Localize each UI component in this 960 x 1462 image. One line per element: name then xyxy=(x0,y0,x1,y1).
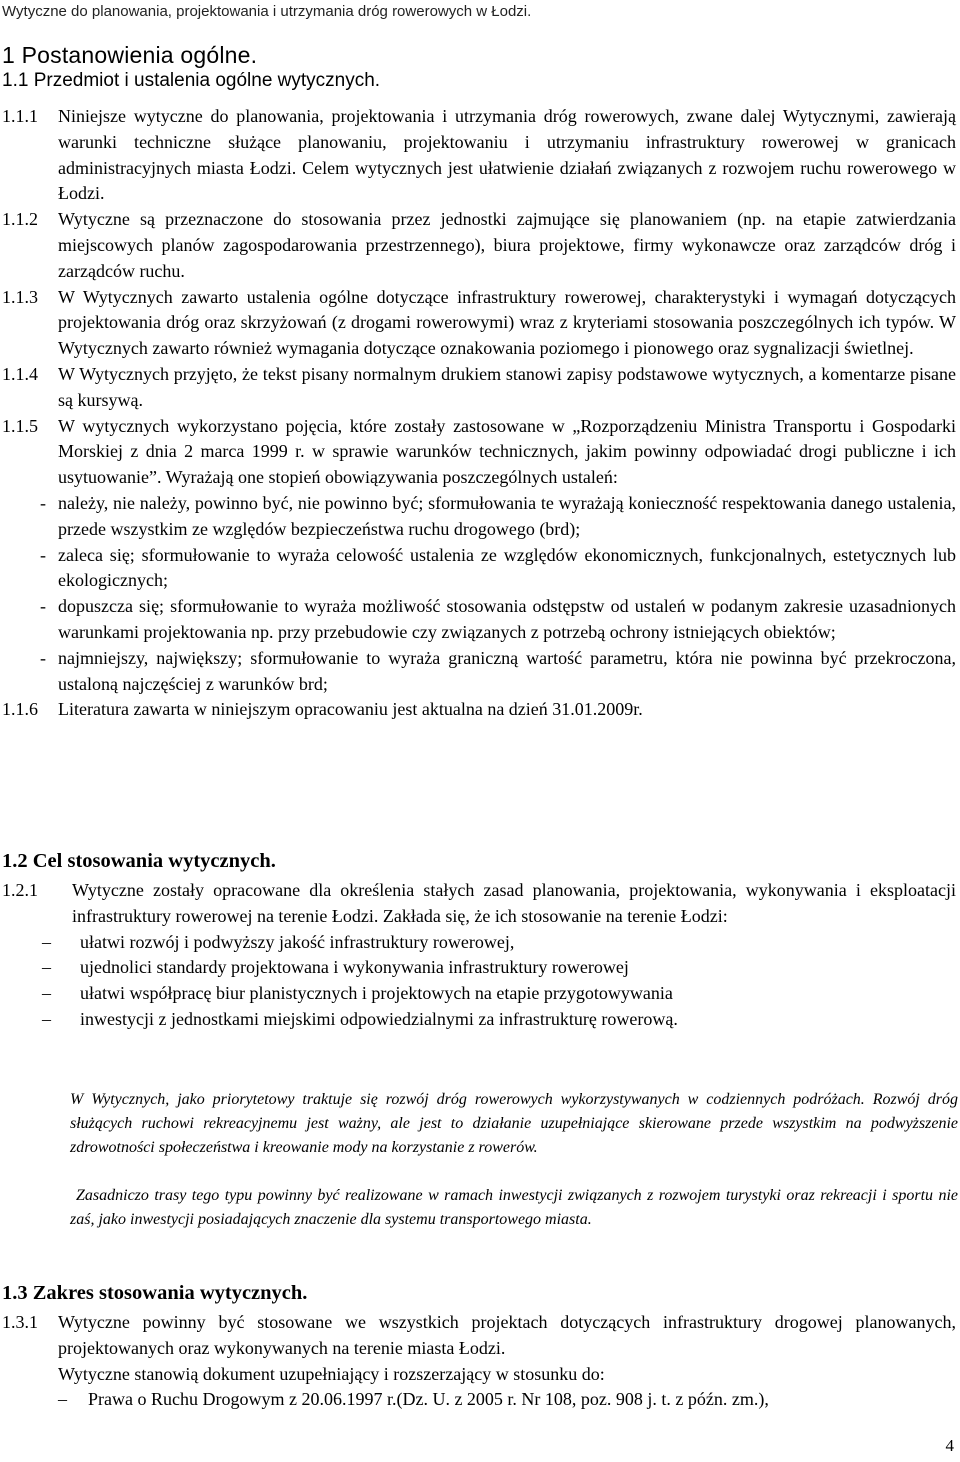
paragraph xyxy=(2,697,956,723)
section-1-3-body xyxy=(2,1310,956,1413)
list-item-text: ułatwi współpracę biur planistycznych i projektowych na etapie przygotowywania xyxy=(80,983,673,1004)
paragraph-text: Niniejsze wytyczne do planowania, projektowania i utrzymania dróg rowerowych, zwane dalej Wytycznymi, zawierają warunki techniczne służące planowaniu, projektowaniu i utrzymaniu infrastruktury rowerowej w granicach administracyjnych miasta Łodzi. Celem wytycznych jest ułatwienie działań związanych z rozwojem ruchu rowerowego w Łodzi. xyxy=(58,106,956,204)
comment-paragraph: W Wytycznych, jako priorytetowy traktuje się rozwój dróg rowerowych wykorzystywanych w codziennych podróżach. Rozwój dróg służących ruchowi rekreacyjnemu jest ważny, ale jest to działanie uzupełniające skierowane przede wszystkim na podwyższenie zdrowotności społeczeństwa i kreowanie mody na korzystanie z rowerów. xyxy=(70,1091,958,1156)
dash-marker: - xyxy=(40,596,46,617)
paragraph-number: 1.1.3 xyxy=(2,286,38,307)
dash-marker: – xyxy=(42,983,51,1004)
paragraph xyxy=(2,414,956,491)
dash-item xyxy=(2,594,956,646)
list-item xyxy=(2,981,956,1007)
section-title: 1 Postanowienia ogólne. xyxy=(2,42,258,68)
dash-marker: – xyxy=(42,957,51,978)
dash-item xyxy=(2,491,956,543)
paragraph-number: 1.1.1 xyxy=(2,106,38,126)
paragraph-number: 1.1.2 xyxy=(2,209,38,230)
paragraph-number: 1.1.6 xyxy=(2,699,38,720)
list-item-text: Prawa o Ruchu Drogowym z 20.06.1997 r.(Dz. U. z 2005 r. Nr 108, poz. 908 j. t. z późn. zm.), xyxy=(88,1389,769,1410)
list-item-text: inwestycji z jednostkami miejskimi odpowiedzialnymi za infrastrukturę rowerową. xyxy=(80,1008,678,1029)
list-item-text: ułatwi rozwój i podwyższy jakość infrastruktury rowerowej, xyxy=(80,931,515,952)
paragraph-number: 1.1.4 xyxy=(2,363,38,384)
dash-marker: – xyxy=(42,931,51,952)
paragraph: Wytyczne stanowią dokument uzupełniający i rozszerzający w stosunku do: xyxy=(58,1363,605,1384)
paragraph-text: Wytyczne zostały opracowane dla określenia stałych zasad planowania, projektowania, wykonywania i eksploatacji infrastruktury rowerowej na terenie Łodzi. Zakłada się, że ich stosowanie na terenie Łodzi: xyxy=(72,880,956,926)
paragraph xyxy=(2,207,956,284)
paragraph-text: W Wytycznych przyjęto, że tekst pisany normalnym drukiem stanowi zapisy podstawowe wytycznych, a komentarze pisane są kursywą. xyxy=(58,363,956,410)
list-item xyxy=(2,955,956,981)
paragraph-number: 1.2.1 xyxy=(2,880,38,900)
dash-text: należy, nie należy, powinno być, nie powinno być; sformułowania te wyrażają konieczność respektowania danego ustalenia, przede wszystkim ze względów bezpieczeństwa ruchu drogowego (brd); xyxy=(58,492,956,539)
list-item xyxy=(2,1007,956,1033)
list-item-text: ujednolici standardy projektowana i wykonywania infrastruktury rowerowej xyxy=(80,957,629,978)
dash-marker: - xyxy=(40,647,46,668)
list-item xyxy=(2,930,956,956)
section-1-2-body xyxy=(2,878,956,1033)
dash-text: zaleca się; sformułowanie to wyraża celowość ustalenia ze względów ekonomicznych, funkcjonalnych, estetycznych lub ekologicznych; xyxy=(58,544,956,591)
dash-item xyxy=(2,543,956,595)
dash-marker: – xyxy=(42,1008,51,1029)
paragraph-text: Wytyczne powinny być stosowane we wszystkich projektach dotyczących infrastruktury drogowej planowanych, projektowanych oraz wykonywanych na terenie miasta Łodzi. xyxy=(58,1312,956,1358)
dash-text: najmniejszy, największy; sformułowanie to wyraża graniczną wartość parametru, która nie powinna być przekroczona, ustaloną najczęściej z warunków brd; xyxy=(58,647,956,694)
paragraph-number: 1.1.5 xyxy=(2,415,38,436)
subsection-title: 1.1 Przedmiot i ustalenia ogólne wytycznych. xyxy=(2,70,381,91)
section-1-1-body xyxy=(2,104,956,723)
dash-marker: – xyxy=(58,1389,67,1410)
paragraph xyxy=(2,285,956,362)
dash-text: dopuszcza się; sformułowanie to wyraża możliwość stosowania odstępstw od ustaleń w podanym zakresie uzasadnionych warunkami projektowania np. przy przebudowie czy związanych z potrzebą ochrony istniejących obiektów; xyxy=(58,596,956,642)
dash-marker: - xyxy=(40,492,46,513)
page-number: 4 xyxy=(945,1436,954,1455)
dash-item xyxy=(2,646,956,698)
paragraph xyxy=(2,362,956,414)
subsection-title: 1.3 Zakres stosowania wytycznych. xyxy=(2,1282,308,1304)
paragraph-text: Literatura zawarta w niniejszym opracowaniu jest aktualna na dzień 31.01.2009r. xyxy=(58,699,643,720)
running-header: Wytyczne do planowania, projektowania i utrzymania dróg rowerowych w Łodzi. xyxy=(2,3,532,20)
list-item xyxy=(2,1387,956,1413)
paragraph-number: 1.3.1 xyxy=(2,1312,38,1332)
paragraph xyxy=(2,104,956,207)
comment-paragraph: Zasadniczo trasy tego typu powinny być realizowane w ramach inwestycji związanych z rozwojem turystyki oraz rekreacji i sportu nie zaś, jako inwestycji posiadających znaczenie dla systemu transportowego miasta. xyxy=(70,1187,958,1228)
paragraph-text: W Wytycznych zawarto ustalenia ogólne dotyczące infrastruktury rowerowej, charakterystyki i wymagań dotyczących projektowania dróg oraz skrzyżowań (z drogami rowerowymi) wraz z kryteriami stosowania poszczególnych ich typów. W Wytycznych zawarto również wymagania dotyczące oznakowania poziomego i pionowego oraz sygnalizacji świetlnej. xyxy=(58,286,956,359)
subsection-title: 1.2 Cel stosowania wytycznych. xyxy=(2,850,276,872)
paragraph xyxy=(2,878,956,930)
paragraph-text: W wytycznych wykorzystano pojęcia, które zostały zastosowane w „Rozporządzeniu Ministra Transportu i Gospodarki Morskiej z dnia 2 marca 1999 r. w sprawie warunków technicznych, jakim powinny odpowiadać drogi publiczne i ich usytuowanie”. Wyrażają one stopień obowiązywania poszczególnych ustaleń: xyxy=(58,415,956,488)
paragraph xyxy=(2,1310,956,1362)
dash-marker: - xyxy=(40,544,46,565)
paragraph-text: Wytyczne są przeznaczone do stosowania przez jednostki zajmujące się planowaniem (np. na etapie zatwierdzania miejscowych planów zagospodarowania przestrzennego), biura projektowe, firmy wykonawcze oraz zarządców dróg i zarządców ruchu. xyxy=(58,209,956,281)
